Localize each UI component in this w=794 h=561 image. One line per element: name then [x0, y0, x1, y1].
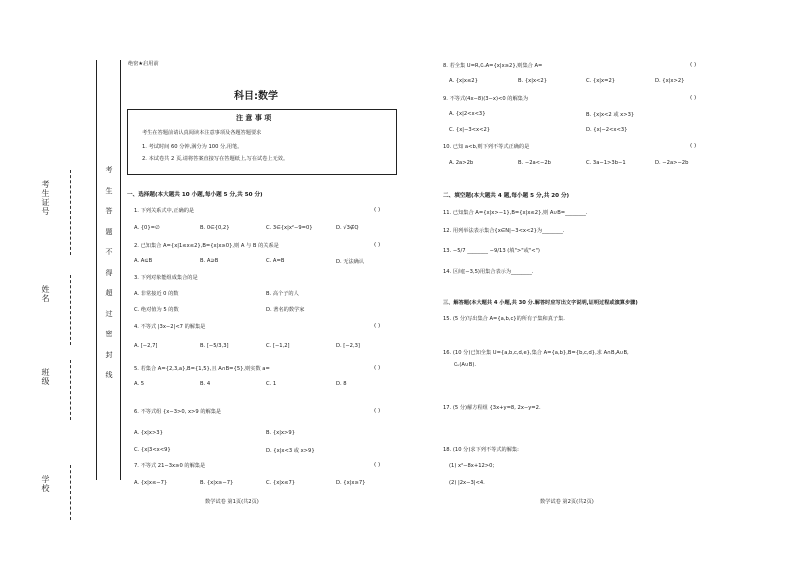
q16-problem: 16. (10 分)已知全集 U={a,b,c,d,e},集合 A={a,b},B={b,c,d},求 A∩B,A∪B, — [443, 350, 629, 356]
q10-answer-paren: ( ) — [690, 143, 697, 149]
q18-part-2: (2) |2x−3|<4. — [449, 480, 485, 486]
subject-title: 科目:数学 — [234, 91, 278, 102]
q5-option-c: C. 1 — [266, 381, 277, 387]
q6-answer-paren: ( ) — [374, 408, 381, 414]
q5-stem: 5. 若集合 A={2,3,a},B={1,5},且 A∩B={5},则实数 a= — [134, 366, 270, 372]
section-2-heading: 二、填空题(本大题共 4 题,每小题 5 分,共 20 分) — [443, 193, 570, 199]
q3-option-d: D. 著名的数学家 — [266, 307, 305, 313]
q2-option-d: D. 无法确认 — [336, 259, 365, 265]
q8-option-d: D. {x|x>2} — [655, 78, 685, 84]
binding-line-inner — [120, 60, 121, 480]
q4-option-c: C. [−1,2] — [266, 343, 290, 349]
seal-line-text — [102, 160, 116, 386]
q9-option-a: A. {x|2<x<3} — [449, 111, 486, 117]
q2-option-c: C. A=B — [266, 258, 285, 264]
q8-option-b: B. {x|x<2} — [518, 78, 547, 84]
q7-option-c: C. {x|x≤7} — [266, 480, 296, 486]
q5-option-d: D. 8 — [336, 381, 347, 387]
seal-line-char: 密 — [105, 330, 113, 338]
q2-stem: 2. 已知集合 A={x|1≤x≤2},B={x|x≥0},则 A 与 B 的关系是 — [134, 243, 279, 249]
q7-option-d: D. {x|x≥7} — [336, 480, 366, 486]
q3-option-b: B. 高个子的人 — [266, 291, 299, 297]
q5-answer-paren: ( ) — [374, 365, 381, 371]
q8-option-c: C. {x|x=2} — [586, 78, 616, 84]
binding-line-outer — [96, 60, 97, 480]
q1-option-b: B. 0∈{0,2} — [200, 225, 230, 231]
q14-fill: 14. 区间[−3,5)用集合表示为________. — [443, 269, 534, 275]
q8-stem: 8. 若全集 U=R,∁ᵤA={x|x≥2},则集合 A= — [443, 63, 543, 69]
field-line-school — [70, 465, 71, 520]
q10-option-d: D. −2a>−2b — [655, 160, 689, 166]
q6-option-b: B. {x|x>9} — [266, 430, 295, 436]
q11-fill: 11. 已知集合 A={x|x>−1},B={x|x≤2},则 A∪B=________. — [443, 210, 588, 216]
seal-line-char: 题 — [105, 227, 113, 236]
q4-stem: 4. 不等式 |3x−2|<7 的解集是 — [134, 324, 206, 330]
field-line-name — [70, 275, 71, 345]
q10-option-c: C. 3a−1>3b−1 — [586, 160, 626, 166]
notice-title: 注 意 事 项 — [236, 114, 272, 122]
q5-option-a: A. 5 — [134, 381, 145, 387]
q4-option-d: D. [−2,3] — [336, 343, 360, 349]
q10-stem: 10. 已知 a<b,则下列不等式正确的是 — [443, 144, 530, 150]
q1-option-d: D. √3∉Q — [336, 225, 359, 231]
notice-box — [127, 109, 397, 175]
label-class: 班级 — [41, 368, 50, 386]
q9-option-d: D. {x|−2<x<3} — [586, 127, 628, 133]
q2-option-a: A. A⊆B — [134, 258, 153, 264]
q6-stem: 6. 不等式组 {x−3>0, x>9 的解集是 — [134, 409, 222, 415]
q7-answer-paren: ( ) — [374, 462, 381, 468]
q8-answer-paren: ( ) — [690, 62, 697, 68]
q15-problem: 15. (5 分)写出集合 A={a,b,c}的所有子集和真子集. — [443, 316, 565, 322]
q1-answer-paren: ( ) — [374, 207, 381, 213]
q1-stem: 1. 下列关系式中,正确的是 — [134, 208, 195, 214]
field-line-class — [70, 360, 71, 420]
seal-line-char: 考 — [105, 166, 113, 174]
label-name: 姓名 — [41, 285, 50, 303]
q3-option-c: C. 绝对值为 5 的数 — [134, 307, 179, 313]
q7-option-a: A. {x|x≤−7} — [134, 480, 168, 486]
q6-option-d: D. {x|x<3 或 x>9} — [266, 448, 315, 454]
q7-option-b: B. {x|x≥−7} — [200, 480, 234, 486]
seal-line-char: 得 — [105, 268, 113, 277]
field-line-exam-number — [70, 170, 71, 255]
q9-option-b: B. {x|x<2 或 x>3} — [586, 112, 635, 118]
q3-option-a: A. 非常接近 0 的数 — [134, 291, 179, 297]
seal-line-char: 生 — [105, 186, 113, 195]
notice-line-1: 考生在答题前请认真阅读本注意事项及各题答题要求 — [142, 130, 262, 136]
q1-option-c: C. 3∈{x|x²−9=0} — [266, 225, 313, 231]
section-1-heading: 一、选择题(本大题共 10 小题,每小题 5 分,共 50 分) — [127, 192, 263, 198]
seal-line-char: 线 — [105, 371, 113, 379]
seal-line-char: 不 — [105, 248, 113, 256]
seal-line-char: 过 — [105, 309, 113, 318]
q17-problem: 17. (5 分)解方程组 {3x+y=8, 2x−y=2. — [443, 405, 541, 411]
notice-line-3: 2. 本试卷共 2 页,请将答案直接写在答题纸上,写在试卷上无效。 — [142, 156, 289, 162]
q7-stem: 7. 不等式 21−3x≥0 的解集是 — [134, 463, 206, 469]
q12-fill: 12. 用列举法表示集合{x∈N|−3<x<2}为________. — [443, 228, 565, 234]
q18-part-1: (1) x²−8x+12>0; — [449, 463, 495, 469]
q2-option-b: B. A⊇B — [200, 258, 219, 264]
q9-option-c: C. {x|−3<x<2} — [449, 127, 491, 133]
q9-stem: 9. 不等式(4x−8)(3−x)<0 的解集为 — [443, 96, 529, 102]
left-page-footer: 数学试卷 第1页(共2页) — [205, 499, 259, 505]
q1-option-a: A. {0}=∅ — [134, 225, 160, 231]
secret-mark: 绝密★启用前 — [128, 61, 159, 67]
right-page-footer: 数学试卷 第2页(共2页) — [540, 499, 594, 505]
label-school: 学校 — [41, 475, 50, 493]
q4-option-a: A. [−2,7] — [134, 343, 158, 349]
q13-fill: 13. −5/7 ________ −9/13 (填">"或"<") — [443, 248, 540, 254]
q10-option-a: A. 2a>2b — [449, 160, 474, 166]
q10-option-b: B. −2a<−2b — [518, 160, 551, 166]
q3-stem: 3. 下列对象能组成集合的是 — [134, 275, 198, 281]
seal-line-char: 答 — [105, 207, 113, 215]
seal-line-char: 超 — [105, 289, 113, 297]
seal-line-char: 封 — [105, 350, 113, 359]
q6-option-c: C. {x|3<x<9} — [134, 447, 171, 453]
q4-option-b: B. [−5/3,3] — [200, 343, 229, 349]
q4-answer-paren: ( ) — [374, 323, 381, 329]
q5-option-b: B. 4 — [200, 381, 211, 387]
q2-answer-paren: ( ) — [374, 242, 381, 248]
q18-problem: 18. (10 分)求下列不等式的解集: — [443, 447, 519, 453]
q6-option-a: A. {x|x>3} — [134, 430, 163, 436]
q9-answer-paren: ( ) — [690, 95, 697, 101]
notice-line-2: 1. 考试时间 60 分钟,满分为 100 分,用笔。 — [142, 144, 243, 150]
section-3-heading: 三、解答题(本大题共 4 小题,共 30 分.解答时应写出文字说明,证明过程或演算步骤) — [443, 300, 638, 306]
label-exam-number: 考生证号 — [41, 180, 50, 216]
q16-problem-cont: ∁ᵤ(A∪B). — [454, 362, 477, 368]
q8-option-a: A. {x|x≤2} — [449, 78, 478, 84]
